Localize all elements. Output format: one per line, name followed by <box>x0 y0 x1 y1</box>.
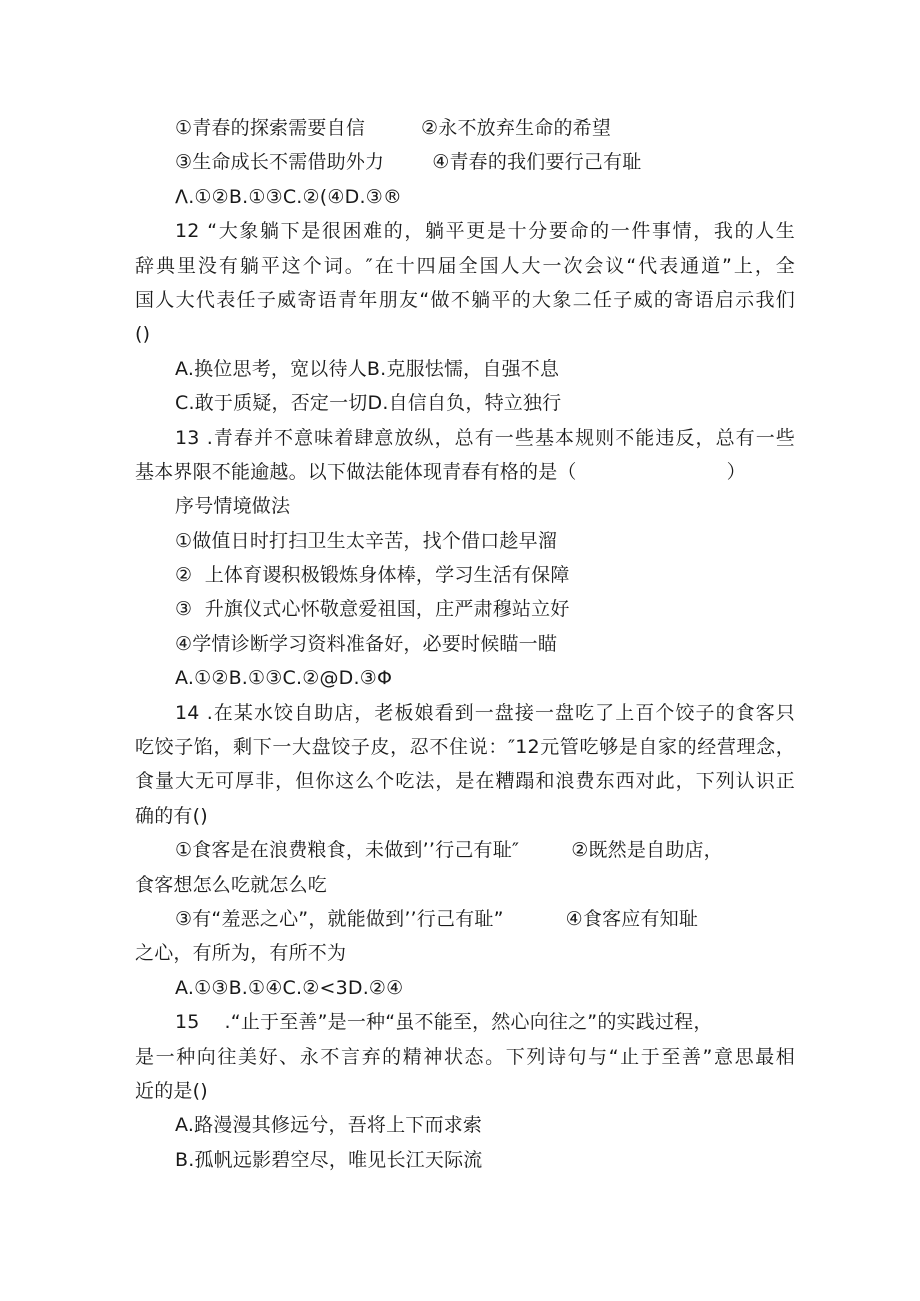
q12-line-3: 国人大代表任子威寄语青年朋友“做不躺平的大象二任子威的寄语启示我们 <box>135 288 795 311</box>
q14-line-3: 食量大无可厚非，但你这么个吃法，是在糟蹋和浪费东西对此，下列认识正 <box>135 770 795 793</box>
q13-line-1: 13 .青春并不意味着肆意放纵，总有一些基本规则不能违反，总有一些 <box>175 426 795 449</box>
q13-item-2: ② 上体育谡积极锻炼身体棒，学习生活有保障 <box>175 564 570 587</box>
q13-item-4: ④学情诊断学习资料准备好，必要时候瞄一瞄 <box>175 632 558 655</box>
q13-table-header: 序号情境做法 <box>175 495 291 518</box>
q12-answers-1: A.换位思考，宽以待人B.克服怯懦，自强不息 <box>175 357 560 380</box>
q11-options-row-2 <box>135 145 795 179</box>
q12-answers-2: C.敢于质疑，否定一切D.自信自负，特立独行 <box>175 392 562 415</box>
q14-line-4: 确的有() <box>135 804 208 827</box>
q15-option-b: B.孤帆远影碧空尽，唯见长江天际流 <box>175 1148 483 1171</box>
q14-answers: A.①③B.①④C.②<3D.②④ <box>175 976 404 999</box>
q14-options-row-1 <box>135 833 795 867</box>
q13-line-2-text: 基本界限不能逾越。以下做法能体现青春有格的是（ <box>135 460 577 483</box>
q12-line-4: () <box>135 323 151 346</box>
q13-line-2 <box>135 455 795 489</box>
q11-answers: Λ.①②B.①③C.②(④D.③® <box>175 185 403 208</box>
q15-line-2: 是一种向往美好、永不言弃的精神状态。下列诗句与“止于至善”意思最相 <box>135 1045 795 1068</box>
q11-options-row-1 <box>135 111 795 145</box>
q12-line-2: 辞典里没有躺平这个词。″在十四届全国人大一次会议“代表通道”上，全 <box>135 254 795 277</box>
q11-option-4: ④青春的我们要行己有耻 <box>432 151 642 174</box>
q14-option-2-cont: 食客想怎么吃就怎么吃 <box>135 873 328 896</box>
q14-option-4: ④食客应有知耻 <box>565 907 699 930</box>
q13-answers: A.①②B.①③C.②@D.③Φ <box>175 667 393 690</box>
q14-option-3: ③有“羞恶之心”，就能做到’’行己有耻” <box>175 907 504 930</box>
q12-line-1: 12 “大象躺下是很困难的，躺平更是十分要命的一件事情，我的人生 <box>175 220 795 243</box>
q13-item-3: ③ 升旗仪式心怀敬意爱祖国，庄严肃穆站立好 <box>175 598 570 621</box>
q13-item-1: ①做值日时打扫卫生太辛苦，找个借口趁早溜 <box>175 529 558 552</box>
q13-paren-close: ） <box>726 460 746 483</box>
q11-option-1: ①青春的探索需要自信 <box>175 117 366 139</box>
q14-option-2: ②既然是自助店， <box>571 839 723 862</box>
q11-option-2: ②永不放弃生命的希望 <box>421 117 612 139</box>
q15-line-3: 近的是() <box>135 1079 208 1102</box>
q14-options-row-2 <box>135 902 795 936</box>
q15-option-a: A.路漫漫其修远兮，吾将上下而求索 <box>175 1114 483 1137</box>
q14-line-2: 吃饺子馅，剩下一大盘饺子皮，忍不住说：″12元管吃够是自家的经营理念， <box>135 736 795 759</box>
q14-line-1: 14 .在某水饺自助店，老板娘看到一盘接一盘吃了上百个饺子的食客只 <box>175 701 795 724</box>
q11-option-3: ③生命成长不需借助外力 <box>175 151 385 174</box>
q15-line-1: 15 .“止于至善”是一种“虽不能至，然心向往之”的实践过程， <box>175 1011 713 1034</box>
q14-option-4-cont: 之心，有所为，有所不为 <box>135 942 347 965</box>
document-content <box>135 111 795 1177</box>
q14-option-1: ①食客是在浪费粮食，未做到’’行己有耻″ <box>175 839 520 862</box>
